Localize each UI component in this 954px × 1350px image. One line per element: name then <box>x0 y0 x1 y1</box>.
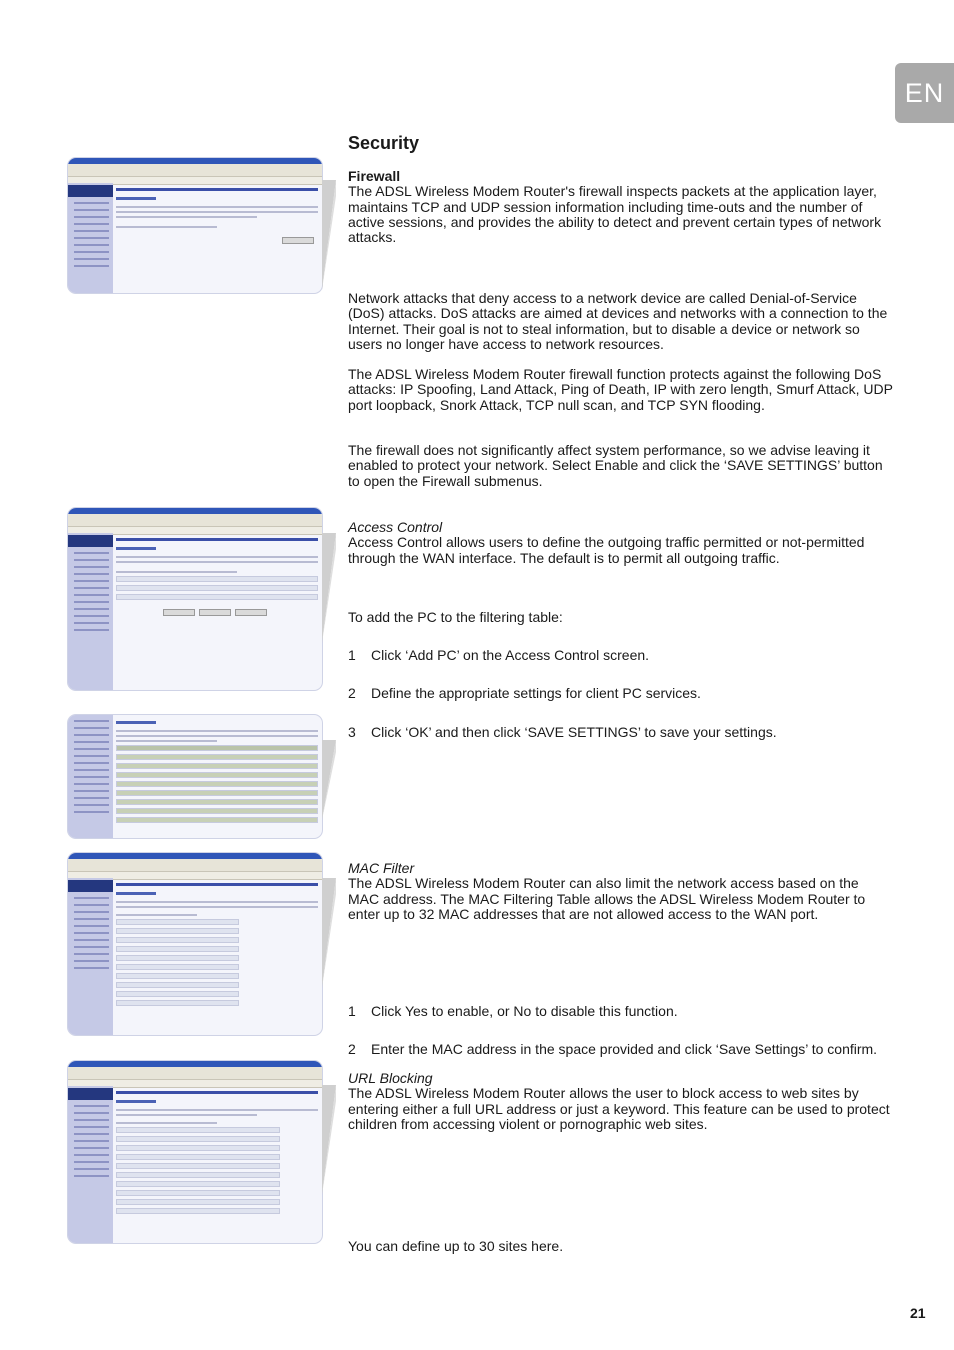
firewall-paragraph-2: Network attacks that deny access to a network device are called Denial-of-Service (DoS) attacks. DoS attacks are aimed at devices and networks with a connection to the Internet. Their goal is not to steal information, but to disable a device or network so users no longer have access to network resources. <box>348 290 888 352</box>
firewall-paragraph-4: The firewall does not significantly affect system performance, so we advise leaving it enabled to protect your network. Select Enable and click the ‘SAVE SETTINGS’ button to open the Firewall submenus. <box>348 442 883 489</box>
access-control-screenshot <box>68 508 322 690</box>
url-blocking-screenshot <box>68 1061 322 1243</box>
mac-filter-step: 1 Click Yes to enable, or No to disable this function. <box>348 1003 678 1019</box>
mac-filter-paragraph: The ADSL Wireless Modem Router can also limit the network access based on the MAC address. The MAC Filtering Table allows the ADSL Wireless Modem Router to enter up to 32 MAC addresses that are not allowed access to the WAN port. <box>348 875 866 922</box>
pointer-arrow-icon <box>322 180 336 290</box>
add-pc-screenshot <box>68 715 322 838</box>
access-control-paragraph: Access Control allows users to define the outgoing traffic permitted or not-permitted through the WAN interface. The default is to permit all outgoing traffic. <box>348 534 865 566</box>
language-tab: EN <box>895 63 954 123</box>
pointer-arrow-icon <box>322 740 336 820</box>
firewall-title: Firewall <box>348 168 401 184</box>
access-control-intro: To add the PC to the filtering table: <box>348 609 563 625</box>
mac-filter-section <box>348 861 893 922</box>
firewall-paragraph-1: The ADSL Wireless Modem Router's firewall inspects packets at the application layer, maintains TCP and UDP session information including time-outs and the number of active sessions, and provides the ability to detect and prevent certain types of network attacks. <box>348 183 882 246</box>
url-blocking-note: You can define up to 30 sites here. <box>348 1238 564 1254</box>
access-control-step: 2 Define the appropriate settings for client PC services. <box>348 685 701 701</box>
url-blocking-paragraph: The ADSL Wireless Modem Router allows the user to block access to web sites by entering either a full URL address or just a keyword. This feature can be used to protect children from accessing violent or pornographic web sites. <box>348 1085 890 1132</box>
firewall-screenshot <box>68 158 322 293</box>
section-heading: Security <box>348 133 420 153</box>
pointer-arrow-icon <box>322 1085 336 1195</box>
mac-filter-step: 2 Enter the MAC address in the space provided and click ‘Save Settings’ to confirm. <box>348 1041 878 1057</box>
pointer-arrow-icon <box>322 533 336 643</box>
access-control-section <box>348 520 893 566</box>
url-blocking-section <box>348 1071 893 1132</box>
pointer-arrow-icon <box>322 878 336 988</box>
mac-filter-title: MAC Filter <box>348 860 415 876</box>
firewall-paragraph-3: The ADSL Wireless Modem Router firewall function protects against the following DoS attacks: IP Spoofing, Land Attack, Ping of Death, IP with zero length, Smurf Attack, UDP port loopback, Snork Attack, TCP null scan, and TCP SYN flooding. <box>348 366 893 413</box>
access-control-step: 3 Click ‘OK’ and then click ‘SAVE SETTINGS’ to save your settings. <box>348 724 777 740</box>
access-control-step: 1 Click ‘Add PC’ on the Access Control screen. <box>348 647 650 663</box>
access-control-title: Access Control <box>348 519 443 535</box>
firewall-section <box>348 169 893 245</box>
page-number: 21 <box>910 1305 926 1321</box>
url-blocking-title: URL Blocking <box>348 1070 433 1086</box>
mac-filter-screenshot <box>68 853 322 1035</box>
